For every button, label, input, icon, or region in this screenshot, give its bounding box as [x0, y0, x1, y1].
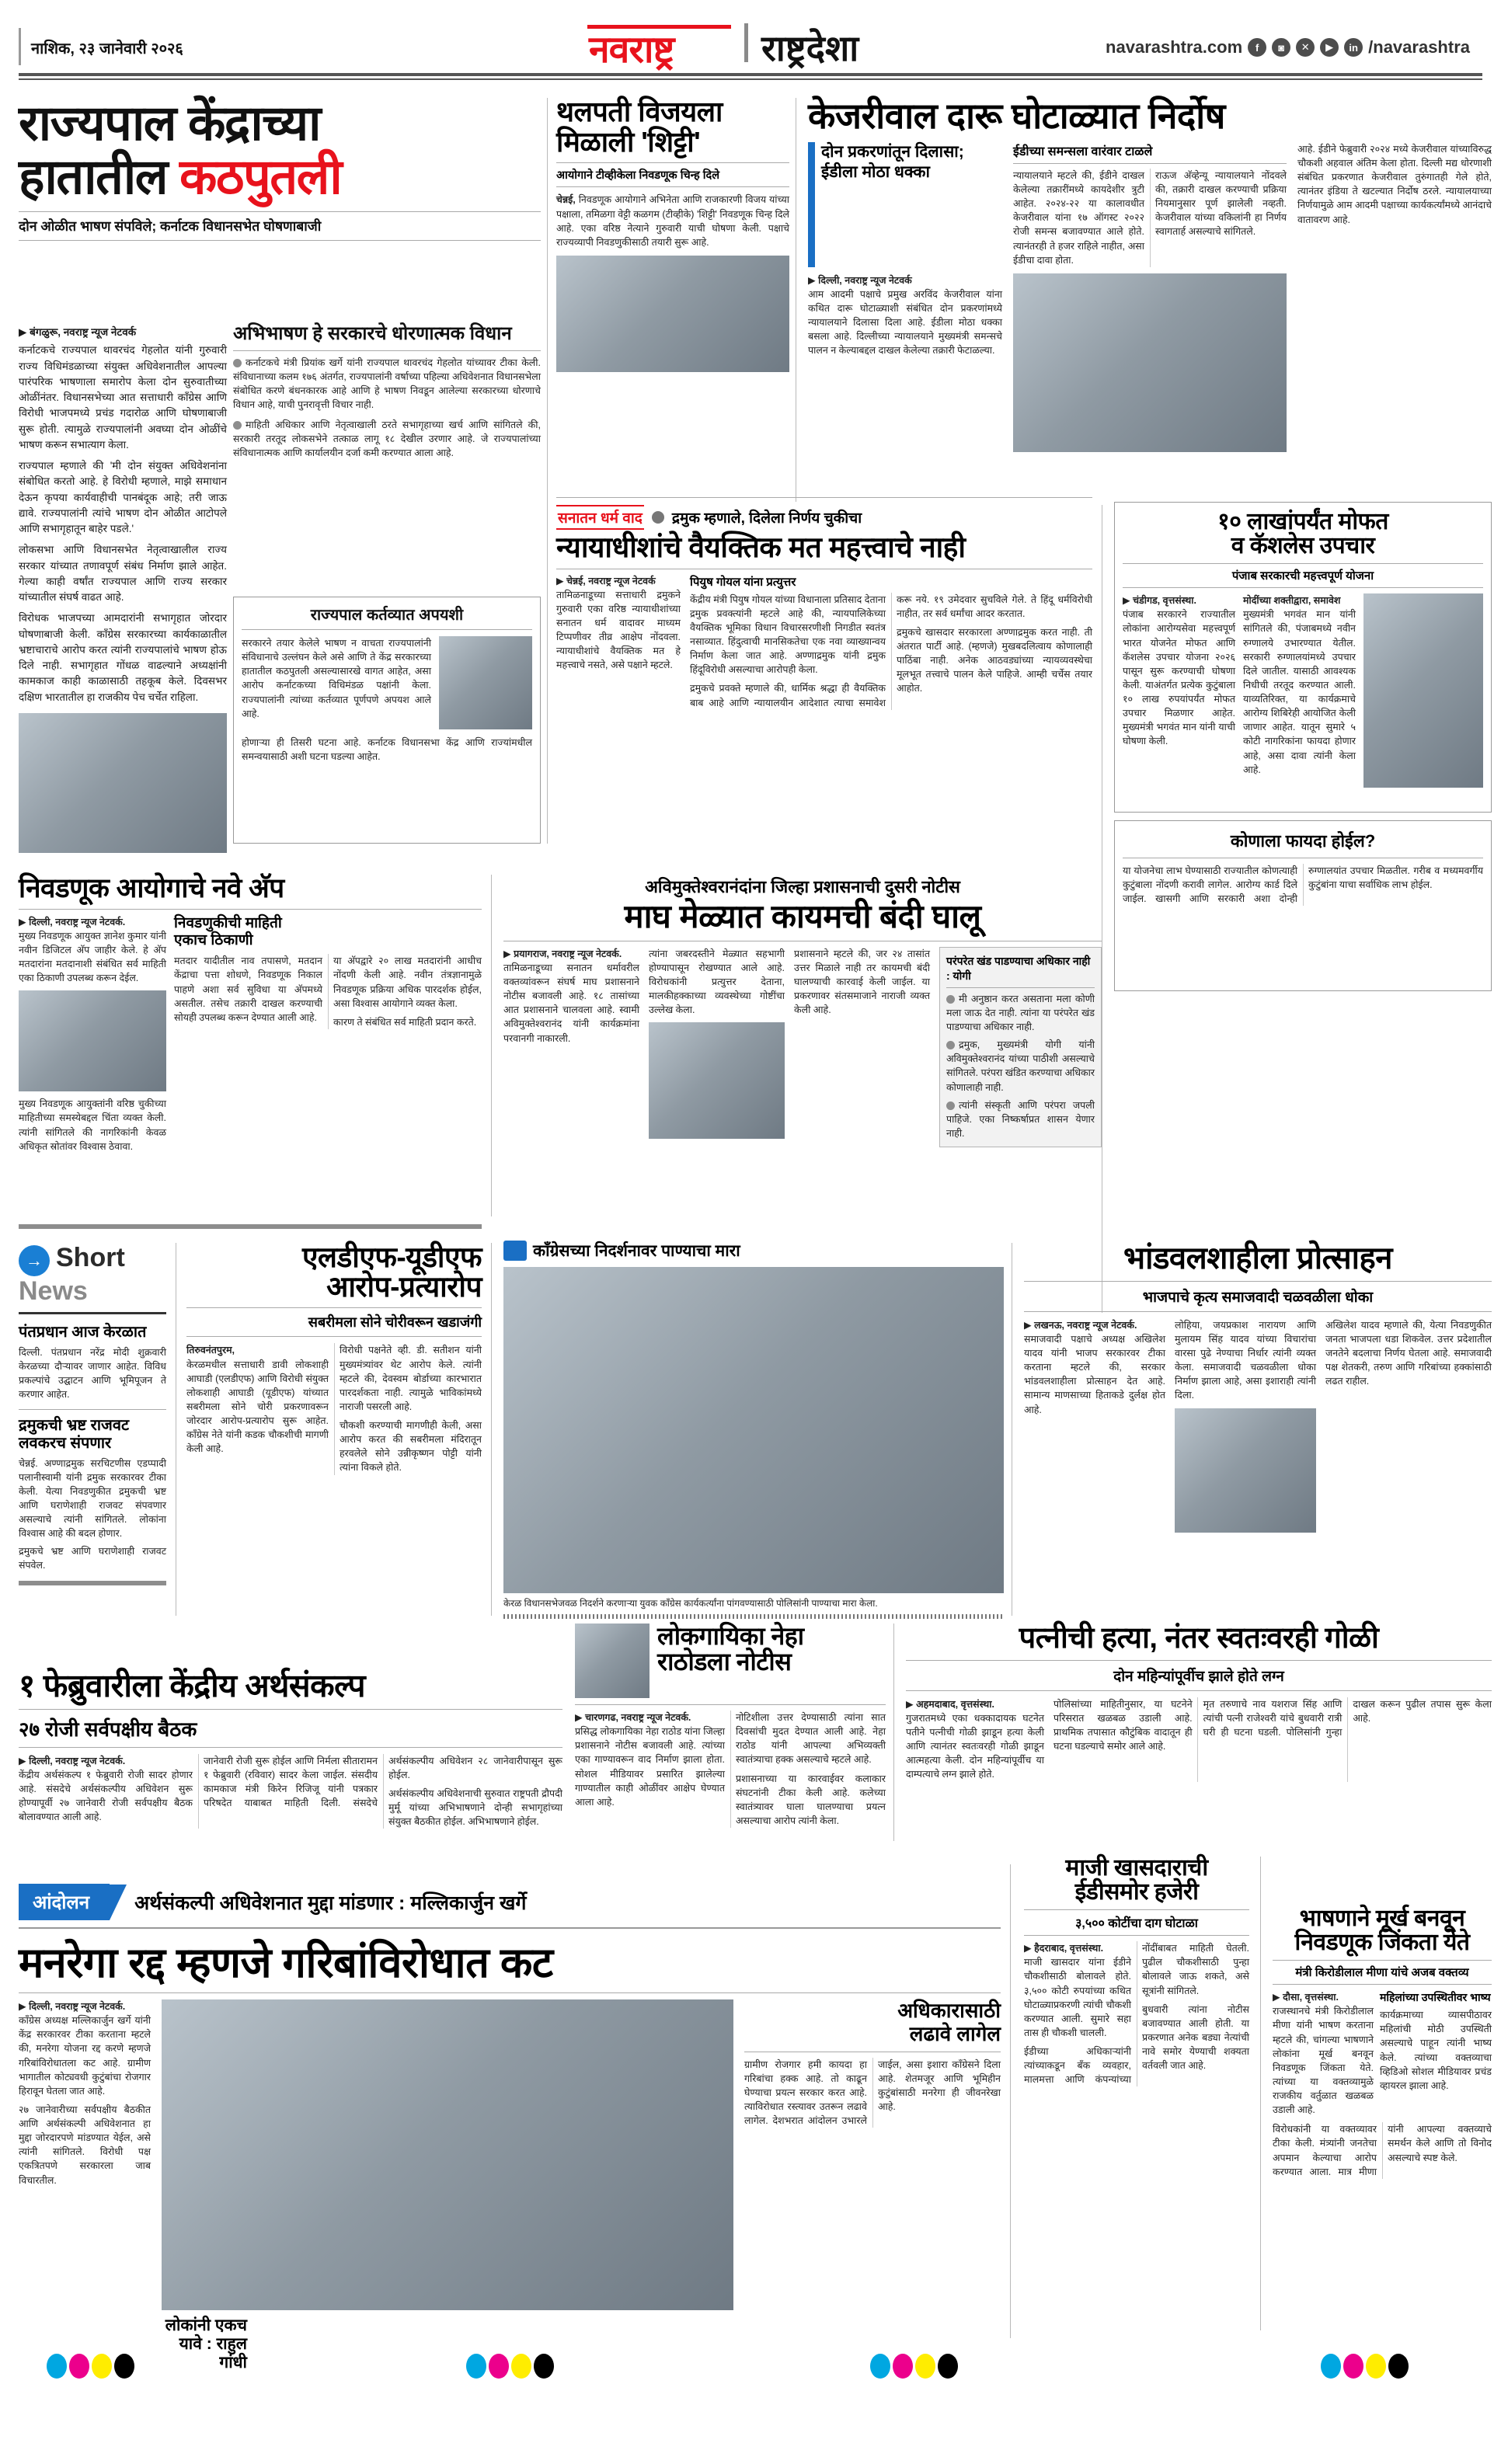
thalapathy-photo	[556, 256, 789, 372]
manrega-side-title-1: अधिकारासाठी	[897, 1999, 1001, 2023]
yogi-quote-2: द्रमुक, मुख्यमंत्री योगी यांनी अविमुक्तेश्वरानंद यांच्या पाठीशी असल्याचे सांगितले. परंपरा खंडित करण्याचा अधिकार कोणालाही नाही.	[946, 1039, 1095, 1093]
ed-para-1: माजी खासदार यांना ईडीने चौकशीसाठी बोलावले होते. ३,५०० कोटी रुपयांच्या कथित घोटाळ्याप्रकरणी त्यांची चौकशी करण्यात आली. सुमारे सहा तास ही चौकशी चालली.	[1024, 1957, 1131, 2038]
black-mark	[1388, 2354, 1409, 2379]
neha-dateline: ▶ चारणगढ, नवराष्ट्र न्यूज नेटवर्क.	[575, 1712, 691, 1723]
avimukt-story	[503, 875, 1102, 1147]
arrow-right-icon: →	[19, 1245, 50, 1276]
cyan-mark	[870, 2354, 890, 2379]
cyan-mark	[1321, 2354, 1341, 2379]
budget-headline-1: १ फेब्रुवारीला केंद्रीय अर्थसंकल्प	[19, 1668, 365, 1704]
ec-app-sub-2: एकाच ठिकाणी	[174, 932, 253, 949]
header-rule-top	[19, 73, 1482, 76]
kejriwal-photo	[1013, 273, 1287, 452]
sanatan-sub-right: पियुष गोयल यांना प्रत्युत्तर	[690, 575, 796, 589]
avimukt-kicker: अविमुक्तेश्वरानंदांना जिल्हा प्रशासनाची दुसरी नोटीस	[645, 877, 960, 896]
aandolan-badge: आंदोलन	[19, 1884, 110, 1920]
cyan-mark	[466, 2354, 486, 2379]
yogi-quote-1: मी अनुष्ठान करत असताना मला कोणी मला जाऊ देत नाही. त्यांना या परंपरेत खंड पाडण्याचा अधिकार नाही.	[946, 993, 1095, 1033]
ec-app-para-3: मुख्य निवडणूक आयुक्तांनी वरिष्ठ चुकीच्या माहितीच्या समस्येबद्दल चिंता व्यक्त केली. त्यांनी सांगितले की नागरिकांनी केवळ अधिकृत स्रोतांवर विश्वास ठेवावा.	[19, 1098, 166, 1152]
linkedin-icon[interactable]: in	[1344, 38, 1363, 57]
separator-dot-icon	[652, 511, 664, 524]
bhandval-subhead: भाजपाचे कृत्य समाजवादी चळवळीला धोका	[1142, 1289, 1374, 1306]
punjab-subhead: पंजाब सरकारची महत्त्वपूर्ण योजना	[1231, 569, 1374, 583]
kejriwal-para-4: आहे. ईडीने फेब्रुवारी २०२४ मध्ये केजरीवाल यांच्याविरुद्ध चौकशी अहवाल अंतिम केला होता. दिल्ली मद्य धोरणाशी संबंधित प्रकरणात केजरीवाल तुरुंगातही गेले होते, त्यानंतर इंडिया ते खटल्यात निर्दोष ठरले. न्यायालयाच्या निर्णयामुळे आम आदमी पक्षाच्या कार्यकर्त्यांमध्ये आनंदाचे वातावरण आहे.	[1297, 143, 1492, 225]
youtube-icon[interactable]: ▶	[1320, 38, 1339, 57]
facebook-icon[interactable]: f	[1248, 38, 1266, 57]
sanatan-dateline: ▶ चेन्नई, नवराष्ट्र न्यूज नेटवर्क	[556, 575, 656, 586]
ed-dateline: ▶ हैदराबाद, वृत्तसंस्था.	[1024, 1943, 1104, 1954]
date-bar	[19, 28, 21, 65]
place-date: नाशिक, २३ जानेवारी २०२६	[31, 40, 183, 57]
short-news-item-3-body: द्रमुकचे भ्रष्ट आणि घराणेशाही राजवट संपवेल.	[19, 1546, 166, 1571]
abhibhashan-box	[233, 320, 541, 460]
ec-app-photo	[19, 990, 166, 1091]
rajyapal-para-2: होणाऱ्या ही तिसरी घटना आहे. कर्नाटक विधानसभा केंद्र आणि राज्यांमधील समन्वयासाठी अशी घटना घडल्या आहेत.	[242, 737, 532, 763]
watercannon-block	[503, 1240, 1004, 1619]
punjab-para-1: पंजाब सरकारने राज्यातील लोकांना आरोग्यसेवा महत्त्वपूर्ण भारत योजनेत मोफत आणि कॅशलेस उपचार योजना २०२६ पासून सुरू करण्याची घोषणा केली. याअंतर्गत प्रत्येक कुटुंबाला १० लाख रुपयांपर्यंत मोफत उपचार मिळणार आहेत. मुख्यमंत्री भगवंत मान यांनी याची घोषणा केली.	[1123, 609, 1235, 747]
cmyk-marks-right	[1321, 2354, 1409, 2379]
black-mark	[938, 2354, 958, 2379]
ec-app-dateline: ▶ दिल्ली, नवराष्ट्र न्यूज नेटवर्क.	[19, 916, 126, 927]
wife-subhead: दोन महिन्यांपूर्वीच झाले होते लग्न	[1113, 1668, 1284, 1685]
ldf-dateline: तिरुवनंतपुरम,	[186, 1345, 235, 1356]
kejriwal-dateline: ▶ दिल्ली, नवराष्ट्र न्यूज नेटवर्क	[808, 274, 912, 286]
ldf-para-1: केरळमधील सत्ताधारी डावी लोकशाही आघाडी (एलडीएफ) आणि विरोधी संयुक्त लोकशाही आघाडी (यूडीएफ) यांच्यात सबरीमला सोने चोरी प्रकरणावरून जोरदार आरोप-प्रत्यारोप सुरू आहेत. काँग्रेस नेते यांनी कडक चौकशीची मागणी केली आहे.	[186, 1359, 329, 1455]
wife-para-1: गुजरातमध्ये एका धक्कादायक घटनेत पतीने पत्नीची गोळी झाडून हत्या केली आणि त्यानंतर स्वतःवरही गोळी झाडून आत्महत्या केली. दोन महिन्यांपूर्वीच या दाम्पत्याचे लग्न झाले होते.	[906, 1712, 1044, 1780]
manrega-para-1: काँग्रेस अध्यक्ष मल्लिकार्जुन खर्गे यांनी केंद्र सरकारवर टीका करताना म्हटले की, मनरेगा योजना रद्द करणे म्हणजे गरिबांविरोधातला कट आहे. ग्रामीण भागातील कोट्यवधी कुटुंबांचा रोजगार हिरावून घेतला जात आहे.	[19, 2015, 151, 2097]
thalapathy-headline-2: मिळाली 'शिट्टी'	[556, 125, 701, 158]
lead-headline-black: हातातील	[19, 149, 179, 204]
yellow-mark	[915, 2354, 935, 2379]
wife-para-2: पोलिसांच्या माहितीनुसार, या घटनेने परिसरात खळबळ उडाली आहे. प्राथमिक तपासात कौटुंबिक वादातून ही घटना घडल्याचे समोर आले आहे.	[1053, 1698, 1193, 1752]
short-news-item-1-title[interactable]: पंतप्रधान आज केरळात	[19, 1324, 147, 1341]
rajyapal-box	[233, 597, 541, 844]
wife-dateline: ▶ अहमदाबाद, वृत्तसंस्था.	[906, 1698, 994, 1710]
kejriwal-headline: केजरीवाल दारू घोटाळ्यात निर्दोष	[808, 96, 1225, 136]
yellow-mark	[511, 2354, 531, 2379]
avimukt-para-2: त्यांना जबरदस्तीने मेळ्यात सहभागी होण्यापासून रोखण्यात आले आहे. विरोधकांनी प्रत्युत्तर देताना, मालकीहक्काच्या व्यवस्थेच्या गोष्टींचा उल्लेख केला.	[649, 948, 785, 1016]
ec-app-story	[19, 875, 482, 1154]
bhandval-para-3: अखिलेश यादव म्हणाले की, येत्या निवडणुकीत जनता भाजपला धडा शिकवेल. उत्तर प्रदेशातील जनतेने बदलाचा निर्णय घेतला आहे. समाजवादी पक्ष शेतकरी, तरुण आणि गरिबांच्या हक्कांसाठी लढत राहील.	[1325, 1319, 1492, 1387]
budget-dateline: ▶ दिल्ली, नवराष्ट्र न्यूज नेटवर्क.	[19, 1755, 126, 1766]
instagram-icon[interactable]: ◙	[1272, 38, 1290, 57]
thalapathy-subhead: आयोगाने टीव्हीकेला निवडणूक चिन्ह दिले	[556, 169, 720, 183]
speech-story	[1273, 1907, 1492, 2179]
ec-app-para-1: मुख्य निवडणूक आयुक्त ज्ञानेश कुमार यांनी नवीन डिजिटल अ‍ॅप जाहीर केले. हे अ‍ॅप मतदारांना मतदानाशी संबंधित सर्व माहिती एका ठिकाणी उपलब्ध करून देईल.	[19, 930, 166, 984]
neha-headline-2: राठोडला नोटीस	[657, 1647, 792, 1676]
manrega-photo-caption: लोकांनी एकच यावे : राहुल गांधी	[165, 2316, 247, 2372]
bullet-icon	[946, 1041, 955, 1049]
sanatan-para-3: द्रमुकचे प्रवक्ते म्हणाले की, धार्मिक श्रद्धा ही वैयक्तिक बाब आहे आणि न्यायालयीन आदेशात त्याचा समावेश करू नये. १९ उमेदवार सुचविले गेले. ते हिंदू धर्मविरोधी नाहीत, तर सर्व धर्मांचा आदर करतात.	[690, 593, 1092, 708]
social-handle[interactable]: /navarashtra	[1368, 37, 1470, 57]
kejriwal-para-2: न्यायालयाने म्हटले की, ईडीने दाखल केलेल्या तक्रारींमध्ये कायदेशीर त्रुटी आहेत. २०२४-२२ या कालावधीत केजरीवाल यांना १७ ऑगस्ट २०२२ रोजी समन्स बजावण्यात आले होते. त्यानंतरही ते हजर राहिले नाहीत, असा ईडीचा दावा होता.	[1013, 169, 1144, 266]
ec-app-para-2: मतदार यादीतील नाव तपासणे, मतदान केंद्राचा पत्ता शोधणे, निवडणूक निकाल पाहणे अशा सर्व सुविधा या अ‍ॅपमध्ये असतील. तसेच तक्रारी दाखल करण्याची सोयही उपलब्ध करून देण्यात आली आहे.	[174, 955, 322, 1023]
bullet-icon	[946, 995, 955, 1004]
speech-dateline: ▶ दौसा, वृत्तसंस्था.	[1273, 1992, 1339, 2003]
punjab-benefit-box	[1114, 820, 1492, 991]
abhibhashan-para-2: माहिती अधिकार आणि नेतृत्वाखाली ठरते सभागृहाच्या खर्च आणि सांगितले की, सरकारी तरतूद लोकसभेने तत्काळ लागू १८ देखील उरणार आहे. जे राज्यपालांच्या संविधानात्मक आणि कार्यालयीन दर्जा कमी करण्यात आला आहे.	[233, 419, 541, 458]
bhandval-photo	[1175, 1408, 1316, 1533]
ldf-story	[186, 1243, 482, 1475]
manrega-para-2: २७ जानेवारीच्या सर्वपक्षीय बैठकीत आणि अर्थसंकल्पी अधिवेशनात हा मुद्दा जोरदारपणे मांडण्यात येईल, असे त्यांनी सांगितले. विरोधी पक्ष एकत्रितपणे सरकारला जाब विचारतील.	[19, 2104, 151, 2186]
punjab-photo	[1363, 593, 1483, 788]
avimukt-dateline: ▶ प्रयागराज, नवराष्ट्र न्यूज नेटवर्क.	[503, 948, 622, 959]
magenta-mark	[893, 2354, 913, 2379]
yellow-mark	[1366, 2354, 1386, 2379]
sanatan-story	[556, 505, 1092, 710]
short-news-item-1-body: दिल्ली. पंतप्रधान नरेंद्र मोदी शुक्रवारी केरळच्या दौऱ्यावर जाणार आहेत. विविध प्रकल्पांचे उद्घाटन आणि भूमिपूजन ते करणार आहेत.	[19, 1347, 166, 1401]
ec-app-headline: निवडणूक आयोगाचे नवे अ‍ॅप	[19, 873, 284, 903]
x-icon[interactable]: ✕	[1296, 38, 1315, 57]
sanatan-headline: न्यायाधीशांचे वैयक्तिक मत महत्त्वाचे नाही	[556, 531, 966, 563]
watercannon-photo	[503, 1267, 1004, 1593]
abhibhashan-title: अभिभाषण हे सरकारचे धोरणात्मक विधान	[233, 323, 512, 344]
lead-body-col1	[19, 325, 227, 853]
avimukt-para-3: प्रशासनाने म्हटले की, जर २४ तासांत उत्तर मिळाले नाही तर कायमची बंदी घालण्याची कारवाई केली जाईल. या प्रकरणावर संतसमाजाने नाराजी व्यक्त केली आहे.	[794, 948, 930, 1016]
sanatan-para-4: द्रमुकचे खासदार सरकारला अण्णाद्रमुक करत नाही. ती अंतरात पार्टी आहे. (म्हणजे) मुखबदलित्वाय कोणालाही पाठिंबा नाही. अनेक आठवड्यांच्या न्यायव्यवस्थेचा मूलभूत तत्त्वाचे पालन केले पाहिजे. आम्ही चर्चेस तयार आहोत.	[897, 626, 1092, 694]
lead-para-3: लोकसभा आणि विधानसभेत नेतृत्वाखालील राज्य सरकार यांच्यात तणावपूर्ण संबंध निर्माण झाले आहेत. गेल्या काही वर्षांत राज्यपाल आणि राज्य सरकार यांच्यातील संघर्ष वाढत आहे.	[19, 544, 227, 603]
punjab-story	[1114, 502, 1492, 813]
magenta-mark	[1343, 2354, 1363, 2379]
manrega-side-title-2: लढावे लागेल	[909, 2021, 1001, 2045]
bhandval-para-2: लोहिया, जयप्रकाश नारायण आणि मुलायम सिंह यादव यांच्या विचारांचा वारसा पुढे नेण्याचा निर्धार त्यांनी व्यक्त केला. समाजवादी चळवळीला धोका निर्माण झाला आहे, असा इशाराही त्यांनी दिला.	[1175, 1319, 1316, 1401]
website-url[interactable]: navarashtra.com	[1106, 37, 1243, 57]
short-news-item-2-title[interactable]: द्रमुकची भ्रष्ट राजवट लवकरच संपणार	[19, 1416, 130, 1452]
avimukt-para-1: तामिळनाडूच्या सनातन धर्मावरील वक्तव्यांवरून संघर्ष माघ प्रशासनाने नोटीस बजावली आहे. १८ तासांच्या आत प्रशासनाने चालवला आहे. स्वामी अविमुक्तेश्वरानंद यांनी कार्यक्रमांना परवानगी नाकारली.	[503, 962, 639, 1044]
ec-app-sub-1: निवडणुकीची माहिती	[174, 914, 282, 931]
lead-headline-line1: राज्यपाल केंद्राच्या	[19, 96, 320, 151]
neha-para-1: प्रसिद्ध लोकगायिका नेहा राठोड यांना जिल्हा प्रशासनाने नोटीस बजावली आहे. त्यांच्या एका गाण्यावरून वाद निर्माण झाला होता. सोशल मीडियावर प्रसारित झालेल्या गाण्यातील काही ओळींवर आक्षेप घेण्यात आला आहे.	[575, 1726, 725, 1808]
lead-photo	[19, 713, 227, 853]
ed-headline-2: ईडीसमोर हजेरी	[1074, 1878, 1199, 1905]
header-rule-bottom	[19, 78, 1482, 80]
neha-story	[575, 1624, 886, 1828]
lead-dateline: ▶ बंगळुरू, नवराष्ट्र न्यूज नेटवर्क	[19, 326, 137, 338]
budget-story	[19, 1670, 562, 1829]
lead-story	[19, 98, 541, 247]
bhandval-story	[1024, 1243, 1492, 1533]
thalapathy-headline-1: थलपती विजयला	[556, 96, 723, 127]
neha-para-2: नोटिशीला उत्तर देण्यासाठी त्यांना सात दिवसांची मुदत देण्यात आली आहे. नेहा राठोड यांनी आपल्या अभिव्यक्ती स्वातंत्र्याचा हक्क असल्याचे म्हटले आहे.	[736, 1712, 886, 1766]
ec-app-para-5: कारण ते संबंधित सर्व माहिती प्रदान करते.	[333, 1016, 477, 1028]
watercannon-tag: काँग्रेसच्या निदर्शनावर पाण्याचा मारा	[533, 1242, 740, 1260]
yellow-mark	[92, 2354, 112, 2379]
speech-para-3: विरोधकांनी या वक्तव्यावर टीका केली. मंत्र्यांनी जनतेचा अपमान केल्याचा आरोप करण्यात आला. मात्र मीणा यांनी आपल्या वक्तव्याचे समर्थन केले आणि तो विनोद असल्याचे स्पष्ट केले.	[1273, 2124, 1492, 2177]
sanatan-para-1: तामिळनाडूच्या सत्ताधारी द्रमुकने गुरुवारी एका वरिष्ठ न्यायाधीशांच्या सनातन धर्म वादावर माध्यम टिप्पणीवर तीव्र आक्षेप नोंदवला. न्यायाधीशांचे वैयक्तिक मत हे महत्त्वाचे नसते, असे पक्षाने म्हटले.	[556, 589, 681, 671]
bullet-icon	[946, 1101, 955, 1110]
page-header	[0, 0, 1501, 81]
ed-subhead: ३,५०० कोटींचा दाग घोटाळा	[1075, 1917, 1198, 1931]
masthead-divider	[744, 23, 748, 62]
black-mark	[114, 2354, 134, 2379]
speech-headline-1: भाषणाने मूर्ख बनवून	[1299, 1905, 1465, 1931]
punjab-dateline: ▶ चंडीगड, वृत्तसंस्था.	[1123, 595, 1196, 607]
watercannon-caption: केरळ विधानसभेजवळ निदर्शने करणाऱ्या युवक काँग्रेस कार्यकर्त्यांना पांगवण्यासाठी पोलिसांनी पाण्याचा मारा केला.	[503, 1598, 878, 1609]
lead-para-5: विरोधक भाजपच्या आमदारांनी सभागृहात जोरदार घोषणाबाजी केली. काँग्रेस सरकारच्या कार्यकाळातील भ्रष्टाचाराचे आरोप करत त्यांनी राज्यपालांचे भाषण होऊ दिले नाही. सभागृहात गोंधळ वाढल्याने अध्यक्षांनी कामकाज काही काळासाठी तहकूब केले. दिवसभर दक्षिण भारतातील हा राजकीय पेच चर्चेत राहिला.	[19, 612, 227, 703]
speech-sub-2: महिलांच्या उपस्थितीवर भाष्य	[1380, 1991, 1491, 2004]
kejriwal-kicker: ईडीच्या समन्सला वारंवार टाळले	[1013, 144, 1153, 158]
punjab-headline-2: व कॅशलेस उपचार	[1231, 532, 1375, 559]
masthead-logo[interactable]: नवराष्ट्र	[589, 30, 674, 71]
punjab-headline-1: १० लाखांपर्यंत मोफत	[1217, 509, 1388, 534]
ldf-para-3: चौकशी करण्याची मागणीही केली, असा आरोप करत की सबरीमला मंदिरातून हरवलेले सोने उन्नीकृष्णन पोट्टी यांनी त्यांना विकले होते.	[340, 1420, 482, 1474]
short-news-item-2-body: चेन्नई. अण्णाद्रमुक सरचिटणीस एडप्पादी पलानीस्वामी यांनी द्रमुक सरकारवर टीका केली. येत्या निवडणुकीत द्रमुकची भ्रष्ट आणि घराणेशाही राजवट संपवणार असल्याचे त्यांनी सांगितले. लोकांना विश्वास आहे की बदल होणार.	[19, 1457, 166, 1540]
ec-app-para-4: या अ‍ॅपद्वारे २० लाख मतदारांनी आधीच नोंदणी केली आहे. नवीन तंत्रज्ञानामुळे निवडणूक प्रक्रिया अधिक पारदर्शक होईल, असा विश्वास आयोगाने व्यक्त केला.	[333, 955, 482, 1009]
thalapathy-body: चेन्नई, निवडणूक आयोगाने अभिनेता आणि राजकारणी विजय यांच्या पक्षाला, तमिळगा वेट्टी कळगम (टीव्हीके) 'शिट्टी' निवडणूक चिन्ह दिले आहे. एका वरिष्ठ नेत्याने गुरुवारी याची घोषणा केली. पक्षाचे राज्यव्यापी निवडणुकीसाठी तयारी सुरू आहे.	[556, 194, 789, 248]
speech-subhead: मंत्री किरोडीलाल मीणा यांचे अजब वक्तव्य	[1295, 1966, 1469, 1980]
camera-icon	[503, 1241, 527, 1261]
cmyk-marks-mid-left	[466, 2354, 554, 2379]
ldf-headline-1: एलडीएफ-यूडीएफ	[301, 1241, 482, 1273]
punjab-benefit-title: कोणाला फायदा होईल?	[1230, 831, 1376, 851]
bhandval-para-1: समाजवादी पक्षाचे अध्यक्ष अखिलेश यादव यांनी भाजप सरकारवर टीका करताना म्हटले की, सरकार भांडवलशाहीला प्रोत्साहन देत आहे. सामान्य माणसाच्या हिताकडे दुर्लक्ष होत आहे.	[1024, 1333, 1165, 1415]
magenta-mark	[489, 2354, 509, 2379]
speech-headline-2: निवडणूक जिंकता येते	[1294, 1929, 1470, 1955]
ed-headline-1: माजी खासदाराची	[1065, 1855, 1208, 1881]
short-news-column	[19, 1243, 166, 1585]
neha-para-3: प्रशासनाच्या या कारवाईवर कलाकार संघटनांनी टीका केली आहे. कलेच्या स्वातंत्र्यावर घाला घालण्याचा प्रयत्न असल्याचा आरोप त्यांनी केला.	[736, 1773, 886, 1826]
kejriwal-para-1: आम आदमी पक्षाचे प्रमुख अरविंद केजरीवाल यांना कथित दारू घोटाळ्याशी संबंधित दोन प्रकरणांमध्ये न्यायालयाने दिलासा दिला आहे. ईडीला मोठा धक्का बसला आहे. दिल्लीच्या न्यायालयाने मुख्यमंत्री समन्सचे पालन न केल्याबद्दल दाखल केलेल्या तक्रारी फेटाळल्या.	[808, 288, 1002, 357]
wife-headline: पत्नीची हत्या, नंतर स्वतःवरही गोळी	[1019, 1622, 1379, 1655]
ldf-subhead: सबरीमला सोने चोरीवरून खडाजंगी	[308, 1314, 482, 1331]
ldf-para-2: विरोधी पक्षनेते व्ही. डी. सतीशन यांनी मुख्यमंत्र्यांवर थेट आरोप केले. त्यांनी म्हटले की, देवस्वम बोर्डाच्या कारभारात पारदर्शकता नाही. त्यामुळे भाविकांमध्ये नाराजी पसरली आहे.	[340, 1345, 482, 1412]
bullet-icon	[233, 421, 242, 430]
kejriwal-lead-left: दोन प्रकरणांतून दिलासा; ईडीला मोठा धक्का	[821, 142, 964, 182]
cyan-mark	[47, 2354, 67, 2379]
black-mark	[534, 2354, 554, 2379]
lead-subhead: दोन ओळीत भाषण संपविले; कर्नाटक विधानसभेत घोषणाबाजी	[19, 218, 322, 234]
avimukt-headline: माघ मेळ्यात कायमची बंदी घालू	[624, 898, 981, 934]
magenta-mark	[69, 2354, 89, 2379]
rajyapal-box-title: राज्यपाल कर्तव्यात अपयशी	[310, 607, 464, 624]
sanatan-tag: सनातन धर्म वाद	[556, 505, 644, 530]
sanatan-para-2: केंद्रीय मंत्री पियुष गोयल यांच्या विधानाला प्रतिसाद देताना द्रमुक प्रवक्त्यांनी म्हटले आहे की, न्यायपालिकेच्या वैयक्तिक भूमिका विधान विचारसरणीशी निगडीत स्वतंत्र नसाव्यात. हिंदुत्वाची मानसिकतेचा एक नवा व्याख्यान्वय निर्माण केला जात आहे. अण्णाद्रमुक यांनी द्रमुक हिंदूविरोधी असल्याचा आरोपही केला.	[690, 593, 886, 676]
sanatan-kicker: द्रमुक म्हणाले, दिलेला निर्णय चुकीचा	[671, 510, 862, 527]
neha-headline-1: लोकगायिका नेहा	[657, 1622, 804, 1650]
bhandval-headline: भांडवलशाहीला प्रोत्साहन	[1123, 1241, 1392, 1276]
wife-para-3: मृत तरुणाचे नाव यशराज सिंह आणि त्यांची पत्नी राजेश्वरी यांचे बुधवारी रात्री घरी ही घटना घडली. पोलिसांनी गुन्हा दाखल करून पुढील तपास सुरू केला आहे.	[1203, 1698, 1492, 1738]
ldf-headline-2: आरोप-प्रत्यारोप	[326, 1270, 482, 1303]
lead-para-2: राज्यपाल म्हणाले की 'मी दोन संयुक्त अधिवेशनांना संबोधित करतो आहे. हे विरोधी म्हणाले, माझे समाधान देऊन कृपया कार्यवाहीची पानबंदूक आहे; तरी जाऊ द्यावे. राज्यपालांनी त्यांचे भाषण दोन ओळीत आटोपले आणि सभागृहातून बाहेर पडले.'	[19, 460, 227, 534]
speech-para-2: कार्यक्रमाच्या व्यासपीठावर महिलांची मोठी उपस्थिती असल्याचे पाहून त्यांनी भाष्य केले. त्यांच्या वक्तव्याचा व्हिडिओ सोशल मीडियावर प्रचंड व्हायरल झाला आहे.	[1380, 2010, 1492, 2091]
cmyk-marks-mid-right	[870, 2354, 958, 2379]
rajyapal-photo	[439, 636, 532, 729]
budget-para-1: केंद्रीय अर्थसंकल्प १ फेब्रुवारी रोजी सादर होणार आहे. संसदेचे अर्थसंकल्पीय अधिवेशन सुरू होण्यापूर्वी २७ जानेवारी रोजी सर्वपक्षीय बैठक बोलावण्यात आली आहे.	[19, 1769, 193, 1823]
aandolan-strip-headline: अर्थसंकल्पी अधिवेशनात मुद्दा मांडणार : मल्लिकार्जुन खर्गे	[134, 1892, 527, 1914]
kejriwal-para-3: राऊज अ‍ॅव्हेन्यू न्यायालयाने नोंदवले की, तक्रारी दाखल करण्याची प्रक्रिया नियमानुसार पूर्ण झालेली नव्हती. केजरीवाल यांच्या वकिलांनी हा निर्णय स्वागतार्ह असल्याचे सांगितले.	[1155, 169, 1287, 238]
manrega-photo	[162, 1999, 733, 2310]
neha-photo	[575, 1624, 650, 1698]
manrega-headline: मनरेगा रद्द म्हणजे गरिबांविरोधात कट	[19, 1940, 553, 1986]
speech-para-1: राजस्थानचे मंत्री किरोडीलाल मीणा यांनी भाषण करताना म्हटले की, चांगल्या भाषणाने लोकांना मूर्ख बनवून निवडणूक जिंकता येते. त्यांच्या या वक्तव्यामुळे राजकीय वर्तुळात खळबळ उडाली आहे.	[1273, 2006, 1374, 2116]
kejriwal-story	[808, 98, 1492, 452]
ed-story	[1024, 1857, 1249, 2086]
abhibhashan-para-1: कर्नाटकचे मंत्री प्रियांक खर्गे यांनी राज्यपाल थावरचंद गेहलोत यांच्यावर टीका केली. संविधानाच्या कलम १७६ अंतर्गत, राज्यपालांनी वर्षाच्या पहिल्या अधिवेशनात विधानसभेला संबोधित करणे बंधनकारक आहे आणि हे भाषण निवडून आलेल्या सरकारच्या धोरणाचे विधान आहे, याची पुनरावृत्ती विचार नाही.	[233, 357, 541, 411]
masthead-edition: राष्ट्रदेशा	[761, 28, 859, 68]
punjab-para-3: मुख्यमंत्री भगवंत मान यांनी सांगितले की, पंजाबमध्ये नवीन रुग्णालये उभारण्यात येतील. सरकारी रुग्णालयांमध्ये उपचार दिले जातील. यासाठी आवश्यक निधीची तरतूद करण्यात आली. याव्यतिरिक्त, या कार्यक्रमाचे आरोग्य शिबिरेही आयोजित केली जाणार आहेत. यातून सुमारे ५ कोटी नागरिकांना फायदा होणार आहे, असा दावा त्यांनी केला आहे.	[1243, 609, 1356, 775]
bhandval-dateline: ▶ लखनऊ, नवराष्ट्र न्यूज नेटवर्क.	[1024, 1319, 1137, 1331]
wife-story	[906, 1624, 1492, 1782]
website-and-social	[1106, 37, 1470, 57]
lead-headline-line2	[19, 151, 541, 204]
thalapathy-story	[556, 98, 789, 372]
yogi-quote-3: त्यांनी संस्कृती आणि परंपरा जपली पाहिजे. एका निष्कर्षाप्रत शासन येणार नाही.	[946, 1099, 1095, 1139]
manrega-side-body: ग्रामीण रोजगार हमी कायदा हा गरिबांचा हक्क आहे. तो काढून घेण्याचा प्रयत्न सरकार करत आहे. त्याविरोधात रस्त्यावर उतरून लढावे लागेल. देशभरात आंदोलन उभारले जाईल, असा इशारा काँग्रेसने दिला आहे. शेतमजूर आणि भूमिहीन कुटुंबांसाठी मनरेगा ही जीवनरेखा आहे.	[744, 2059, 1001, 2127]
manrega-story	[19, 1942, 1001, 2373]
budget-para-2: जानेवारी रोजी सुरू होईल आणि निर्मला सीतारामन १ फेब्रुवारी (रविवार) सादर केला जाईल. संसदीय कामकाज मंत्री किरेन रिजिजू यांनी पत्रकार परिषदेत याबाबत माहिती दिली. संसदेचे अर्थसंकल्पीय अधिवेशन २८ जानेवारीपासून सुरू होईल.	[204, 1755, 562, 1809]
yogi-quote-box	[939, 947, 1102, 1147]
manrega-dateline: ▶ दिल्ली, नवराष्ट्र न्यूज नेटवर्क.	[19, 2001, 126, 2013]
cmyk-marks-left	[47, 2354, 134, 2379]
yogi-quote-title: परंपरेत खंड पाडण्याचा अधिकार नाही : योगी	[946, 954, 1091, 982]
lead-headline-red: कठपुतली	[179, 149, 342, 204]
short-news-title: → Short News	[19, 1243, 125, 1306]
budget-para-3: अर्थसंकल्पीय अधिवेशनाची सुरुवात राष्ट्रपती द्रौपदी मुर्मू यांच्या अभिभाषणाने दोन्ही सभागृहांच्या संयुक्त बैठकीत होईल. अभिभाषणाने होईल.	[388, 1788, 562, 1828]
bullet-icon	[233, 359, 242, 367]
lead-para-1: कर्नाटकचे राज्यपाल थावरचंद गेहलोत यांनी गुरुवारी राज्य विधिमंडळाच्या संयुक्त अधिवेशनातील आपल्या पारंपरिक भाषणाला समारोप केला दोन सुरुवातीच्या ओळींनंतर. विधानसभेच्या आत सत्ताधारी काँग्रेस आणि विरोधी भाजपमध्ये प्रचंड गदारोळ आणि घोषणाबाजी सुरू होती. त्यामुळे राज्यपालांनी अवघ्या दोन ओळींचे भाषण करून सभात्याग केला.	[19, 344, 227, 451]
punjab-benefit-body: या योजनेचा लाभ घेण्यासाठी राज्यातील कोणत्याही कुटुंबाला नोंदणी करावी लागेल. आरोग्य कार्ड दिले जाईल. खासगी आणि सरकारी अशा दोन्ही रुग्णालयांत उपचार मिळतील. गरीब व मध्यमवर्गीय कुटुंबांना याचा सर्वाधिक लाभ होईल.	[1123, 865, 1483, 905]
avimukt-photo	[649, 1022, 785, 1139]
rajyapal-para-1: सरकारने तयार केलेले भाषण न वाचता राज्यपालांनी संविधानाचे उल्लंघन केले असे आणि ते केंद्र सरकारच्या हातातील कठपुतली असल्यासारखे वागत आहेत, असा आरोप कर्नाटकच्या विधिमंडळ पक्षांनी केला. राज्यपालांनी त्यांच्या कर्तव्यात पूर्णपणे अपयश आले आहे.	[242, 638, 431, 719]
thalapathy-dateline: चेन्नई,	[556, 194, 576, 206]
ed-para-2: ईडीच्या अधिकाऱ्यांनी त्यांच्याकडून बँक व्यवहार, मालमत्ता आणि कंपन्यांच्या नोंदींबाबत माहिती घेतली. पुढील चौकशीसाठी पुन्हा बोलावले जाऊ शकते, असे सूत्रांनी सांगितले.	[1024, 1943, 1249, 2086]
budget-headline-2: २७ रोजी सर्वपक्षीय बैठक	[19, 1717, 197, 1741]
punjab-subhead-2: मोदींच्या शक्तीद्वारा, समावेश	[1243, 595, 1341, 607]
ed-para-3: बुधवारी त्यांना नोटीस बजावण्यात आली होती. या प्रकरणात अनेक बड्या नेत्यांची नावे समोर येण्याची शक्यता वर्तवली जात आहे.	[1142, 2003, 1249, 2072]
aandolan-strip	[19, 1884, 1001, 1920]
